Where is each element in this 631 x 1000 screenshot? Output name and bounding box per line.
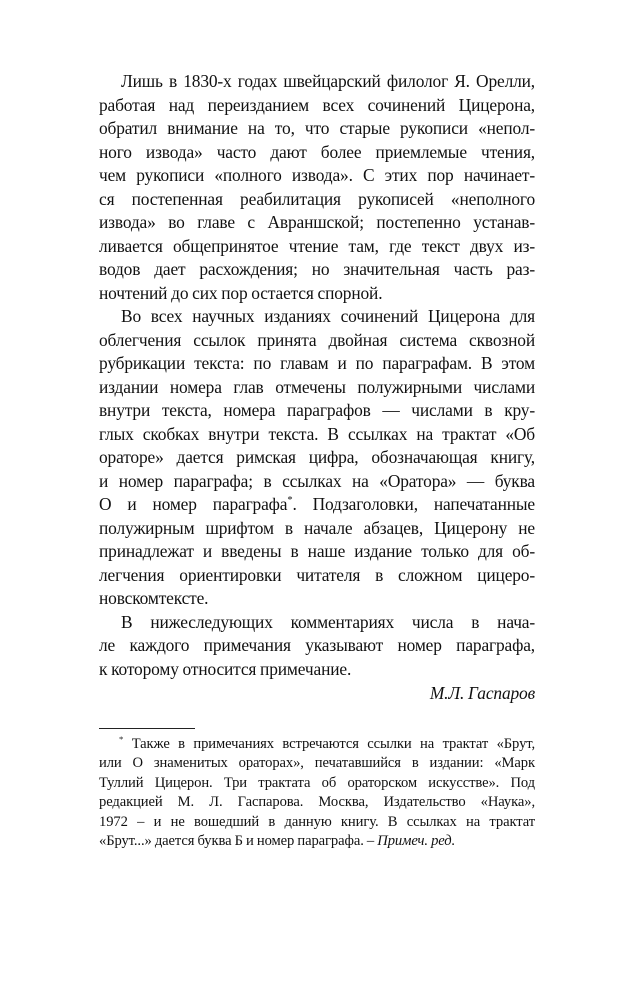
footnote-line: Туллий Цицерон. Три трактата об ораторском искусстве». Под — [99, 774, 535, 791]
text-line: и номер параграфа; в ссылках на «Оратора» — буква — [99, 470, 535, 491]
text-line: работая над переизданием всех сочинений Цицерона, — [99, 94, 535, 115]
text-fragment: О и номер параграфа — [99, 494, 288, 514]
footnote-line — [99, 832, 535, 852]
text-line — [99, 493, 535, 517]
footnote — [99, 735, 535, 852]
footnote-line — [99, 735, 535, 755]
footnote-line: или О знаменитых ораторах», печатавшийся в издании: «Марк — [99, 755, 535, 771]
text-fragment: Также в примечаниях встречаются ссылки на трактат «Брут, — [123, 735, 535, 752]
text-line: принадлежат и введены в наше издание только для об- — [99, 541, 535, 561]
footnote-line: 1972 – и не вошедший в данную книгу. В ссылках на трактат — [99, 813, 535, 830]
text-line: Лишь в 1830-х годах швейцарский филолог Я. Орелли, — [121, 71, 535, 91]
footnote-divider — [99, 728, 195, 729]
text-line: глых скобках внутри текста. В ссылках на трактат «Об — [99, 423, 535, 444]
text-line: внутри текста, номера параграфов — числами в кру- — [99, 400, 535, 420]
text-line: ного извода» часто дают более приемлемые чтения, — [99, 141, 535, 162]
paragraph-3 — [99, 611, 535, 682]
text-line: В нижеследующих комментариях числа в нача- — [121, 611, 535, 632]
paragraph-2 — [99, 305, 535, 611]
footnote-line: редакцией М. Л. Гаспарова. Москва, Издательство «Наука», — [99, 794, 535, 810]
text-line: водов дает расхождения; но значительная часть раз- — [99, 259, 535, 279]
text-line: ся постепенная реабилитация рукописей «неполного — [99, 188, 535, 209]
author-signature: М.Л. Гаспаров — [429, 683, 535, 703]
footnote-reference: * — [287, 495, 293, 507]
text-line: полужирным шрифтом в начале абзацев, Цицерону не — [99, 517, 535, 538]
editor-note: Примеч. ред. — [377, 833, 456, 849]
text-line: новскомтексте. — [99, 588, 209, 608]
text-line: к которому относится примечание. — [99, 658, 352, 679]
text-line: обратил внимание на то, что старые рукописи «непол- — [99, 118, 535, 138]
page-content — [99, 70, 535, 852]
text-line: Во всех научных изданиях сочинений Цицерона для — [121, 306, 535, 326]
text-line: рубрикации текста: по главам и по параграфам. В этом — [99, 353, 535, 373]
text-line: ле каждого примечания указывают номер параграфа, — [99, 635, 535, 655]
paragraph-1 — [99, 70, 535, 305]
text-line: легчения ориентировки читателя в сложном цицеро- — [99, 564, 535, 585]
text-line: облегчения ссылок принята двойная система сквозной — [99, 329, 535, 350]
text-line: ораторе» дается римская цифра, обозначающая книгу, — [99, 447, 535, 467]
text-line: чем рукописи «полного извода». С этих пор начинает- — [99, 165, 535, 185]
text-line: ночтений до сих пор остается спорной. — [99, 282, 383, 303]
footnote-mark: * — [119, 733, 124, 744]
text-line: издании номера глав отмечены полужирными числами — [99, 376, 535, 397]
text-fragment: . Подзаголовки, напечатанные — [292, 494, 535, 514]
text-fragment: «Брут...» дается буква Б и номер параграфа. – — [99, 833, 378, 849]
text-line: ливается общепринятое чтение там, где текст двух из- — [99, 235, 535, 256]
text-line: извода» во главе с Авраншской; постепенно устанав- — [99, 212, 535, 232]
